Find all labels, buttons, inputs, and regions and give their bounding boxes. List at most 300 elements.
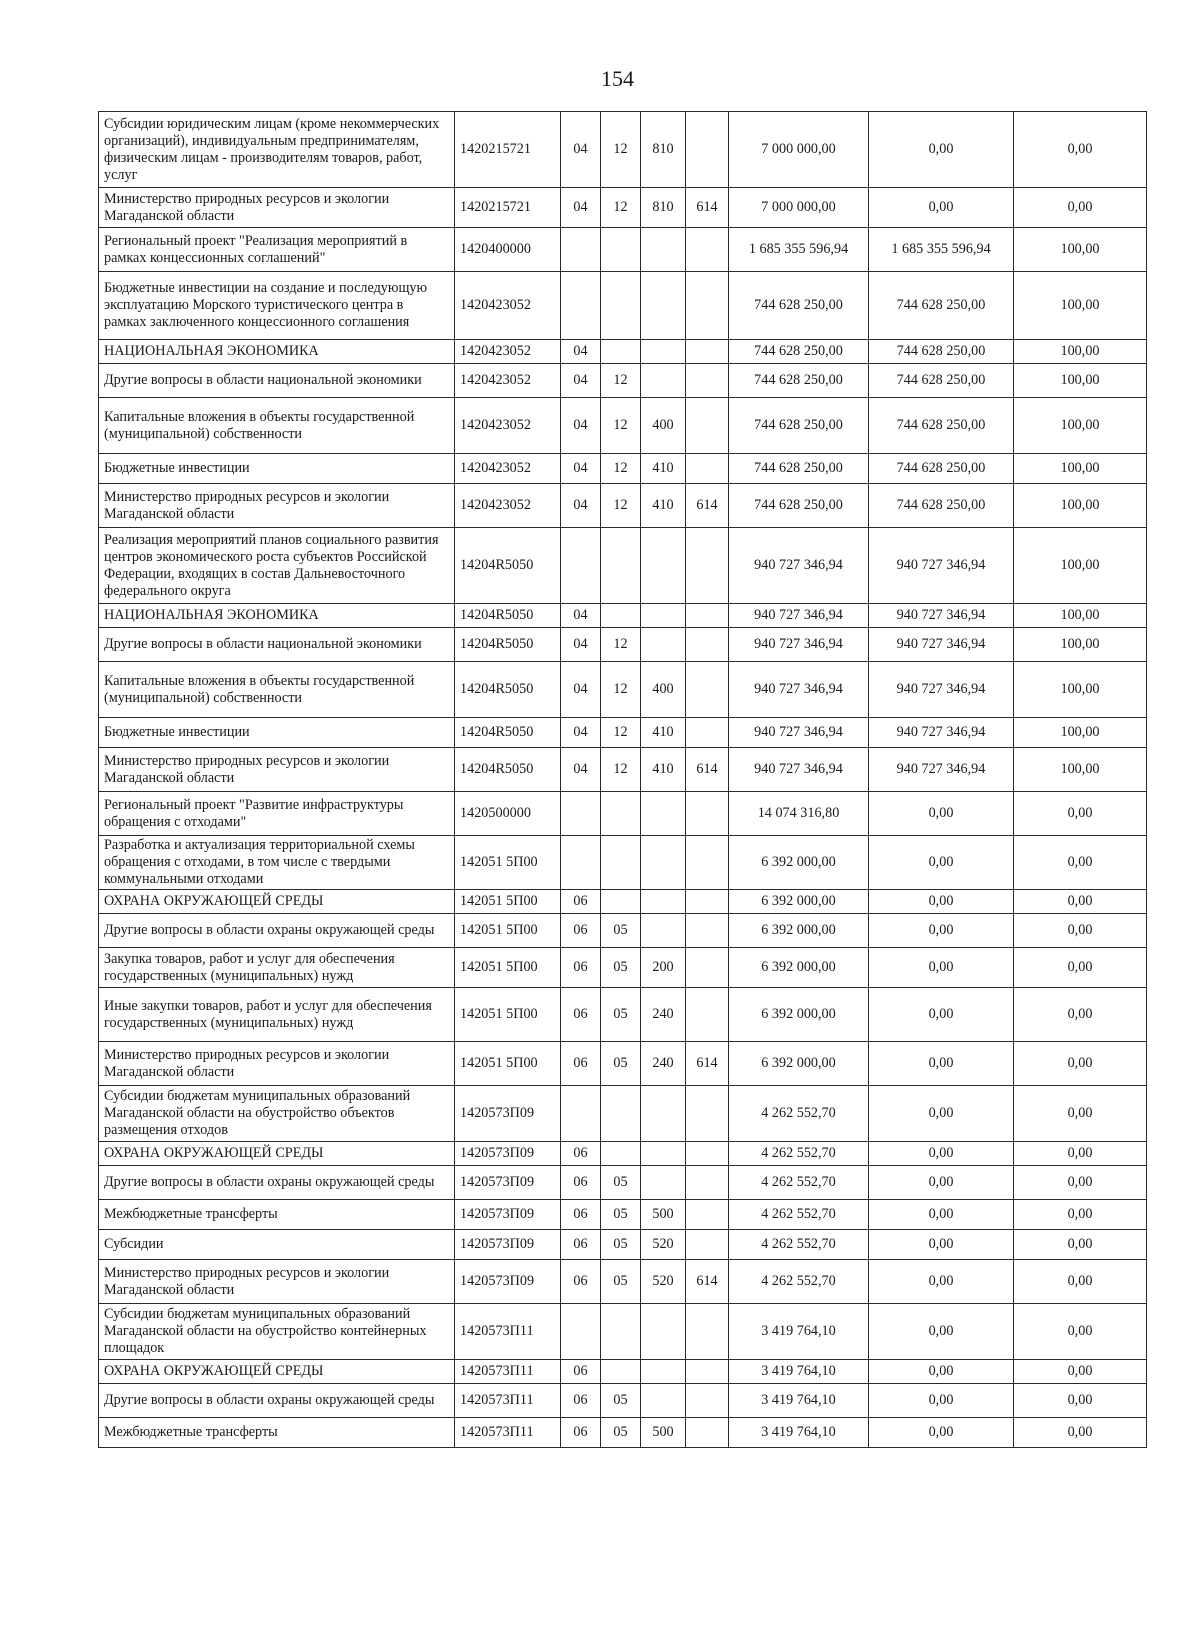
row-name: НАЦИОНАЛЬНАЯ ЭКОНОМИКА [99, 340, 455, 364]
row-executed-amount: 0,00 [869, 1230, 1014, 1260]
row-code: 1420423052 [455, 484, 561, 528]
row-executed-amount: 940 727 346,94 [869, 718, 1014, 748]
row-execution-percent: 0,00 [1014, 1086, 1147, 1142]
row-administrator [686, 454, 729, 484]
table-row [99, 112, 1147, 188]
row-expense-type: 810 [641, 112, 686, 188]
row-executed-amount: 0,00 [869, 1042, 1014, 1086]
row-executed-amount: 0,00 [869, 1384, 1014, 1418]
row-execution-percent: 100,00 [1014, 718, 1147, 748]
row-section: 04 [561, 340, 601, 364]
row-code: 142051 5П00 [455, 890, 561, 914]
row-administrator: 614 [686, 484, 729, 528]
row-name: Другие вопросы в области национальной экономики [99, 364, 455, 398]
row-name: ОХРАНА ОКРУЖАЮЩЕЙ СРЕДЫ [99, 1360, 455, 1384]
row-execution-percent: 0,00 [1014, 1384, 1147, 1418]
row-administrator [686, 340, 729, 364]
row-code: 1420215721 [455, 112, 561, 188]
row-administrator [686, 914, 729, 948]
row-executed-amount: 0,00 [869, 188, 1014, 228]
row-execution-percent: 0,00 [1014, 792, 1147, 836]
row-name: Закупка товаров, работ и услуг для обеспечения государственных (муниципальных) нужд [99, 948, 455, 988]
row-name: Капитальные вложения в объекты государственной (муниципальной) собственности [99, 662, 455, 718]
table-row [99, 364, 1147, 398]
row-approved-amount: 4 262 552,70 [729, 1260, 869, 1304]
table-row [99, 1086, 1147, 1142]
row-approved-amount: 6 392 000,00 [729, 914, 869, 948]
row-subsection [601, 836, 641, 890]
row-subsection: 05 [601, 1384, 641, 1418]
row-approved-amount: 3 419 764,10 [729, 1418, 869, 1448]
row-expense-type [641, 228, 686, 272]
row-name: Министерство природных ресурсов и экологии Магаданской области [99, 188, 455, 228]
row-approved-amount: 7 000 000,00 [729, 188, 869, 228]
row-administrator [686, 662, 729, 718]
table-row [99, 1166, 1147, 1200]
row-execution-percent: 100,00 [1014, 748, 1147, 792]
row-expense-type: 240 [641, 1042, 686, 1086]
row-section: 06 [561, 1142, 601, 1166]
row-subsection [601, 890, 641, 914]
table-row [99, 604, 1147, 628]
row-subsection: 12 [601, 188, 641, 228]
row-execution-percent: 100,00 [1014, 604, 1147, 628]
row-expense-type: 410 [641, 484, 686, 528]
row-section: 06 [561, 1360, 601, 1384]
row-expense-type [641, 1304, 686, 1360]
row-section: 06 [561, 1200, 601, 1230]
row-code: 1420573П09 [455, 1230, 561, 1260]
row-subsection: 05 [601, 1200, 641, 1230]
row-code: 14204R5050 [455, 628, 561, 662]
row-subsection: 12 [601, 628, 641, 662]
row-section: 06 [561, 1384, 601, 1418]
row-code: 1420400000 [455, 228, 561, 272]
row-code: 14204R5050 [455, 604, 561, 628]
row-administrator [686, 228, 729, 272]
row-executed-amount: 940 727 346,94 [869, 662, 1014, 718]
row-execution-percent: 0,00 [1014, 948, 1147, 988]
row-section: 06 [561, 1042, 601, 1086]
row-code: 1420573П11 [455, 1384, 561, 1418]
row-execution-percent: 100,00 [1014, 340, 1147, 364]
row-execution-percent: 0,00 [1014, 988, 1147, 1042]
table-row [99, 628, 1147, 662]
row-name: Межбюджетные трансферты [99, 1200, 455, 1230]
table-row [99, 272, 1147, 340]
row-name: Министерство природных ресурсов и экологии Магаданской области [99, 484, 455, 528]
row-expense-type [641, 528, 686, 604]
row-section: 04 [561, 454, 601, 484]
row-section: 04 [561, 364, 601, 398]
row-code: 14204R5050 [455, 528, 561, 604]
row-approved-amount: 3 419 764,10 [729, 1384, 869, 1418]
row-approved-amount: 4 262 552,70 [729, 1200, 869, 1230]
row-executed-amount: 744 628 250,00 [869, 364, 1014, 398]
row-execution-percent: 0,00 [1014, 1200, 1147, 1230]
row-execution-percent: 0,00 [1014, 890, 1147, 914]
table-row [99, 948, 1147, 988]
row-approved-amount: 940 727 346,94 [729, 604, 869, 628]
row-approved-amount: 14 074 316,80 [729, 792, 869, 836]
row-administrator [686, 364, 729, 398]
row-expense-type: 200 [641, 948, 686, 988]
table-row [99, 398, 1147, 454]
row-section [561, 272, 601, 340]
row-administrator [686, 1360, 729, 1384]
row-approved-amount: 6 392 000,00 [729, 948, 869, 988]
table-row [99, 454, 1147, 484]
row-subsection: 12 [601, 484, 641, 528]
row-administrator [686, 1418, 729, 1448]
row-executed-amount: 0,00 [869, 1166, 1014, 1200]
row-section [561, 836, 601, 890]
row-executed-amount: 744 628 250,00 [869, 340, 1014, 364]
row-approved-amount: 744 628 250,00 [729, 272, 869, 340]
row-name: Региональный проект "Реализация мероприятий в рамках концессионных соглашений" [99, 228, 455, 272]
row-approved-amount: 3 419 764,10 [729, 1304, 869, 1360]
row-code: 1420573П11 [455, 1360, 561, 1384]
row-subsection: 12 [601, 748, 641, 792]
row-administrator [686, 1086, 729, 1142]
row-executed-amount: 0,00 [869, 1360, 1014, 1384]
table-row [99, 1360, 1147, 1384]
row-expense-type: 410 [641, 748, 686, 792]
row-approved-amount: 744 628 250,00 [729, 364, 869, 398]
row-section: 06 [561, 1260, 601, 1304]
table-row [99, 1260, 1147, 1304]
row-section: 04 [561, 484, 601, 528]
row-name: Другие вопросы в области национальной экономики [99, 628, 455, 662]
table-row [99, 1304, 1147, 1360]
row-code: 1420573П09 [455, 1260, 561, 1304]
row-name: Другие вопросы в области охраны окружающей среды [99, 1384, 455, 1418]
row-name: Межбюджетные трансферты [99, 1418, 455, 1448]
row-approved-amount: 744 628 250,00 [729, 454, 869, 484]
row-code: 142051 5П00 [455, 914, 561, 948]
row-subsection [601, 228, 641, 272]
row-expense-type [641, 1142, 686, 1166]
row-administrator [686, 272, 729, 340]
row-name: Субсидии бюджетам муниципальных образований Магаданской области на обустройство контейнерных площадок [99, 1304, 455, 1360]
row-approved-amount: 744 628 250,00 [729, 340, 869, 364]
row-approved-amount: 940 727 346,94 [729, 528, 869, 604]
row-section [561, 1304, 601, 1360]
row-code: 142051 5П00 [455, 1042, 561, 1086]
row-subsection [601, 1142, 641, 1166]
row-executed-amount: 0,00 [869, 890, 1014, 914]
row-expense-type: 400 [641, 398, 686, 454]
row-name: Реализация мероприятий планов социального развития центров экономического роста субъектов Российской Федерации, входящих в состав Дальневосточного федерального округа [99, 528, 455, 604]
table-row [99, 988, 1147, 1042]
row-executed-amount: 0,00 [869, 914, 1014, 948]
row-execution-percent: 100,00 [1014, 272, 1147, 340]
row-expense-type [641, 914, 686, 948]
row-expense-type [641, 792, 686, 836]
row-approved-amount: 744 628 250,00 [729, 398, 869, 454]
table-row [99, 1042, 1147, 1086]
row-administrator [686, 792, 729, 836]
row-executed-amount: 0,00 [869, 1086, 1014, 1142]
table-row [99, 484, 1147, 528]
row-executed-amount: 940 727 346,94 [869, 604, 1014, 628]
row-code: 14204R5050 [455, 662, 561, 718]
row-approved-amount: 7 000 000,00 [729, 112, 869, 188]
row-execution-percent: 0,00 [1014, 1042, 1147, 1086]
row-approved-amount: 1 685 355 596,94 [729, 228, 869, 272]
row-section: 06 [561, 1418, 601, 1448]
row-expense-type [641, 1384, 686, 1418]
row-expense-type: 520 [641, 1260, 686, 1304]
row-executed-amount: 0,00 [869, 1260, 1014, 1304]
row-administrator [686, 836, 729, 890]
row-expense-type [641, 604, 686, 628]
row-section [561, 792, 601, 836]
row-subsection [601, 604, 641, 628]
row-expense-type: 410 [641, 454, 686, 484]
row-subsection: 12 [601, 454, 641, 484]
row-subsection [601, 340, 641, 364]
row-name: Субсидии юридическим лицам (кроме некоммерческих организаций), индивидуальным предпринимателям, физическим лицам - производителям товаров, работ, услуг [99, 112, 455, 188]
row-expense-type [641, 1086, 686, 1142]
row-administrator [686, 1304, 729, 1360]
row-section: 04 [561, 628, 601, 662]
row-approved-amount: 6 392 000,00 [729, 1042, 869, 1086]
row-administrator [686, 398, 729, 454]
row-execution-percent: 0,00 [1014, 1230, 1147, 1260]
row-subsection: 05 [601, 1230, 641, 1260]
row-name: Капитальные вложения в объекты государственной (муниципальной) собственности [99, 398, 455, 454]
row-subsection: 05 [601, 948, 641, 988]
row-execution-percent: 0,00 [1014, 1142, 1147, 1166]
row-code: 1420500000 [455, 792, 561, 836]
row-code: 1420573П11 [455, 1418, 561, 1448]
row-subsection: 05 [601, 988, 641, 1042]
row-administrator: 614 [686, 748, 729, 792]
row-subsection [601, 1360, 641, 1384]
row-approved-amount: 4 262 552,70 [729, 1166, 869, 1200]
row-executed-amount: 744 628 250,00 [869, 454, 1014, 484]
table-row [99, 228, 1147, 272]
row-name: Бюджетные инвестиции [99, 718, 455, 748]
row-expense-type: 810 [641, 188, 686, 228]
row-executed-amount: 940 727 346,94 [869, 528, 1014, 604]
row-approved-amount: 940 727 346,94 [729, 748, 869, 792]
row-executed-amount: 744 628 250,00 [869, 398, 1014, 454]
row-execution-percent: 100,00 [1014, 364, 1147, 398]
budget-table [98, 111, 1147, 1448]
row-section: 06 [561, 1166, 601, 1200]
row-subsection [601, 1086, 641, 1142]
row-code: 1420573П09 [455, 1142, 561, 1166]
row-execution-percent: 100,00 [1014, 628, 1147, 662]
row-subsection: 05 [601, 1418, 641, 1448]
row-name: Региональный проект "Развитие инфраструктуры обращения с отходами" [99, 792, 455, 836]
row-administrator: 614 [686, 1042, 729, 1086]
page-number: 154 [601, 66, 634, 91]
row-section: 06 [561, 948, 601, 988]
row-name: Другие вопросы в области охраны окружающей среды [99, 1166, 455, 1200]
table-row [99, 718, 1147, 748]
row-execution-percent: 100,00 [1014, 228, 1147, 272]
row-executed-amount: 744 628 250,00 [869, 272, 1014, 340]
row-approved-amount: 4 262 552,70 [729, 1230, 869, 1260]
row-expense-type [641, 1360, 686, 1384]
row-executed-amount: 0,00 [869, 112, 1014, 188]
row-expense-type: 400 [641, 662, 686, 718]
row-code: 1420423052 [455, 364, 561, 398]
table-row [99, 1418, 1147, 1448]
row-administrator [686, 1142, 729, 1166]
row-executed-amount: 0,00 [869, 1418, 1014, 1448]
row-execution-percent: 100,00 [1014, 484, 1147, 528]
row-expense-type [641, 628, 686, 662]
row-section: 04 [561, 662, 601, 718]
row-code: 142051 5П00 [455, 948, 561, 988]
row-approved-amount: 940 727 346,94 [729, 662, 869, 718]
row-administrator [686, 890, 729, 914]
row-code: 1420573П09 [455, 1166, 561, 1200]
row-administrator [686, 628, 729, 662]
row-administrator [686, 1200, 729, 1230]
row-name: Субсидии [99, 1230, 455, 1260]
table-row [99, 188, 1147, 228]
row-execution-percent: 100,00 [1014, 398, 1147, 454]
row-code: 1420573П09 [455, 1086, 561, 1142]
row-subsection: 12 [601, 398, 641, 454]
row-administrator [686, 988, 729, 1042]
row-name: Субсидии бюджетам муниципальных образований Магаданской области на обустройство объектов размещения отходов [99, 1086, 455, 1142]
row-expense-type: 500 [641, 1418, 686, 1448]
row-section: 04 [561, 604, 601, 628]
row-execution-percent: 100,00 [1014, 454, 1147, 484]
row-section: 04 [561, 748, 601, 792]
row-name: Министерство природных ресурсов и экологии Магаданской области [99, 1260, 455, 1304]
row-expense-type [641, 836, 686, 890]
table-row [99, 836, 1147, 890]
row-approved-amount: 6 392 000,00 [729, 890, 869, 914]
row-expense-type [641, 340, 686, 364]
row-execution-percent: 0,00 [1014, 1260, 1147, 1304]
row-code: 1420573П09 [455, 1200, 561, 1230]
row-name: ОХРАНА ОКРУЖАЮЩЕЙ СРЕДЫ [99, 890, 455, 914]
row-execution-percent: 0,00 [1014, 188, 1147, 228]
row-administrator [686, 112, 729, 188]
row-code: 1420215721 [455, 188, 561, 228]
row-code: 1420423052 [455, 340, 561, 364]
row-expense-type: 240 [641, 988, 686, 1042]
row-code: 1420423052 [455, 272, 561, 340]
row-section [561, 228, 601, 272]
row-code: 142051 5П00 [455, 836, 561, 890]
row-section [561, 1086, 601, 1142]
row-subsection: 12 [601, 364, 641, 398]
row-code: 1420573П11 [455, 1304, 561, 1360]
table-row [99, 748, 1147, 792]
row-name: ОХРАНА ОКРУЖАЮЩЕЙ СРЕДЫ [99, 1142, 455, 1166]
row-section: 06 [561, 1230, 601, 1260]
row-expense-type: 410 [641, 718, 686, 748]
row-name: Министерство природных ресурсов и экологии Магаданской области [99, 1042, 455, 1086]
row-approved-amount: 6 392 000,00 [729, 988, 869, 1042]
row-subsection [601, 1304, 641, 1360]
table-row [99, 890, 1147, 914]
row-name: Иные закупки товаров, работ и услуг для обеспечения государственных (муниципальных) нужд [99, 988, 455, 1042]
row-approved-amount: 744 628 250,00 [729, 484, 869, 528]
row-section [561, 528, 601, 604]
table-row [99, 1142, 1147, 1166]
row-administrator [686, 1230, 729, 1260]
row-approved-amount: 6 392 000,00 [729, 836, 869, 890]
row-executed-amount: 0,00 [869, 836, 1014, 890]
row-executed-amount: 0,00 [869, 792, 1014, 836]
row-executed-amount: 0,00 [869, 1200, 1014, 1230]
row-subsection [601, 792, 641, 836]
row-expense-type [641, 364, 686, 398]
row-subsection: 12 [601, 112, 641, 188]
row-execution-percent: 0,00 [1014, 1166, 1147, 1200]
row-execution-percent: 0,00 [1014, 836, 1147, 890]
row-execution-percent: 0,00 [1014, 1418, 1147, 1448]
row-administrator [686, 1384, 729, 1418]
row-section: 04 [561, 112, 601, 188]
row-administrator [686, 528, 729, 604]
table-row [99, 662, 1147, 718]
row-administrator [686, 604, 729, 628]
row-name: Министерство природных ресурсов и экологии Магаданской области [99, 748, 455, 792]
row-approved-amount: 4 262 552,70 [729, 1086, 869, 1142]
row-execution-percent: 100,00 [1014, 528, 1147, 604]
table-row [99, 340, 1147, 364]
row-expense-type: 520 [641, 1230, 686, 1260]
row-subsection: 05 [601, 1260, 641, 1304]
row-subsection: 05 [601, 914, 641, 948]
row-execution-percent: 0,00 [1014, 1304, 1147, 1360]
row-section: 06 [561, 890, 601, 914]
row-section: 04 [561, 718, 601, 748]
row-execution-percent: 0,00 [1014, 1360, 1147, 1384]
row-code: 1420423052 [455, 454, 561, 484]
row-expense-type [641, 272, 686, 340]
row-administrator [686, 718, 729, 748]
row-section: 06 [561, 914, 601, 948]
row-section: 06 [561, 988, 601, 1042]
row-name: Разработка и актуализация территориальной схемы обращения с отходами, в том числе с твердыми коммунальными отходами [99, 836, 455, 890]
table-row [99, 528, 1147, 604]
row-approved-amount: 940 727 346,94 [729, 718, 869, 748]
row-execution-percent: 0,00 [1014, 112, 1147, 188]
row-name: Бюджетные инвестиции [99, 454, 455, 484]
row-name: Другие вопросы в области охраны окружающей среды [99, 914, 455, 948]
table-row [99, 792, 1147, 836]
row-expense-type: 500 [641, 1200, 686, 1230]
row-executed-amount: 744 628 250,00 [869, 484, 1014, 528]
row-executed-amount: 0,00 [869, 1304, 1014, 1360]
row-execution-percent: 100,00 [1014, 662, 1147, 718]
row-subsection: 12 [601, 662, 641, 718]
row-name: Бюджетные инвестиции на создание и последующую эксплуатацию Морского туристического центра в рамках заключенного концессионного соглашения [99, 272, 455, 340]
row-expense-type [641, 1166, 686, 1200]
row-administrator: 614 [686, 1260, 729, 1304]
row-expense-type [641, 890, 686, 914]
row-section: 04 [561, 188, 601, 228]
table-row [99, 1384, 1147, 1418]
row-subsection: 05 [601, 1166, 641, 1200]
row-subsection [601, 272, 641, 340]
row-executed-amount: 940 727 346,94 [869, 748, 1014, 792]
row-section: 04 [561, 398, 601, 454]
row-administrator [686, 1166, 729, 1200]
